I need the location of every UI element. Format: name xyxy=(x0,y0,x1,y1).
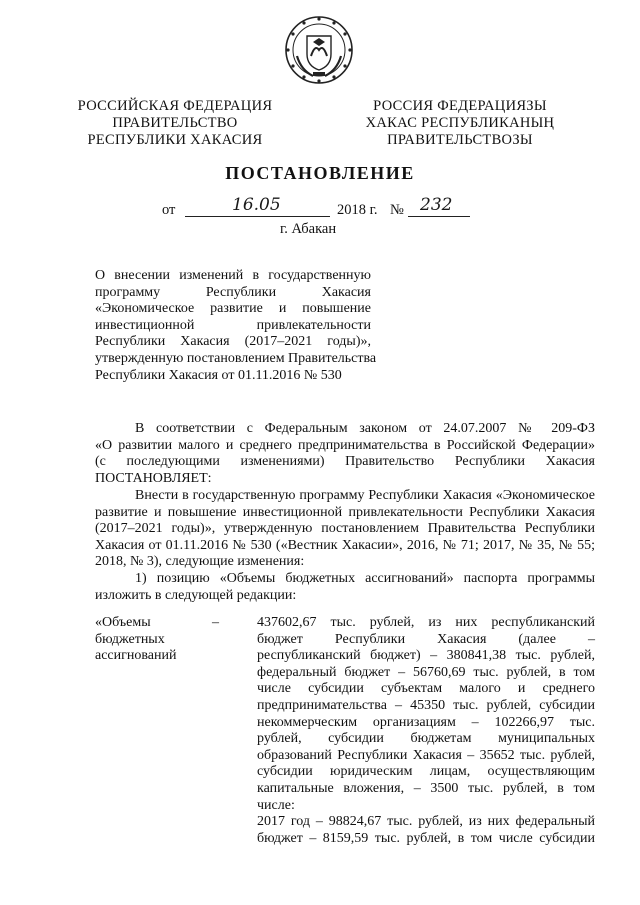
table-row-value xyxy=(257,615,595,847)
table-dash: – xyxy=(212,615,219,630)
preamble-paragraph xyxy=(95,421,595,487)
paragraph-line: развитие и повышение инвестиционной привлекательности Республики Хакасия xyxy=(95,504,595,520)
paragraph-line: ПОСТАНОВЛЯЕТ: xyxy=(95,470,212,486)
subject-line: «Экономическое развитие и повышение xyxy=(95,301,371,317)
from-label: от xyxy=(162,202,176,218)
value-line: некоммерческим организациям – 102266,97 тыс. xyxy=(257,714,595,730)
value-line: капитальные вложения, – 3500 тыс. рублей, в том xyxy=(257,780,595,796)
header-line: ПРАВИТЕЛЬСТВО xyxy=(112,115,238,131)
subject-block xyxy=(95,268,377,384)
handwritten-number: 232 xyxy=(420,195,453,215)
coat-of-arms-emblem xyxy=(283,14,355,86)
label-line: бюджетных xyxy=(95,631,165,647)
value-line: бюджет – 8159,59 тыс. рублей, в том числе субсидии xyxy=(257,830,595,846)
subject-line: Республики Хакасия от 01.11.2016 № 530 xyxy=(95,367,342,383)
subject-line: О внесении изменений в государственную xyxy=(95,268,371,283)
date-number-line xyxy=(162,195,492,222)
header-khakas xyxy=(340,98,580,149)
value-line: федеральный бюджет – 56760,69 тыс. рублей, в том xyxy=(257,664,595,680)
value-line: рублей, субсидии бюджетам муниципальных xyxy=(257,731,595,747)
number-underline xyxy=(408,216,470,217)
header-line: РЕСПУБЛИКИ ХАКАСИЯ xyxy=(87,132,263,148)
header-russian xyxy=(70,98,280,149)
value-line: 437602,67 тыс. рублей, из них республиканский xyxy=(257,615,595,630)
value-line: предпринимательства – 45350 тыс. рублей, субсидии xyxy=(257,697,595,713)
document-title: ПОСТАНОВЛЕНИЕ xyxy=(225,163,415,183)
subject-line: Республики Хакасия (2017–2021 годы)», xyxy=(95,334,371,350)
paragraph-line: изложить в следующей редакции: xyxy=(95,587,297,603)
value-line: образований Республики Хакасия – 35652 тыс. рублей, xyxy=(257,747,595,763)
paragraph-line: Хакасия от 01.11.2016 № 530 («Вестник Хакасии», 2016, № 71; 2017, № 35, № 55; xyxy=(95,537,595,553)
paragraph-line: 1) позицию «Объемы бюджетных ассигнований» паспорта программы xyxy=(135,570,595,586)
paragraph-line: 2018, № 3), следующие изменения: xyxy=(95,554,305,570)
value-line: республиканский бюджет) – 380841,38 тыс. рублей, xyxy=(257,648,595,664)
subject-line: инвестиционной привлекательности xyxy=(95,317,371,333)
value-line: 2017 год – 98824,67 тыс. рублей, из них федеральный xyxy=(257,814,595,830)
header-line: ХАКАС РЕСПУБЛИКАНЫҢ xyxy=(365,115,555,131)
handwritten-date: 16.05 xyxy=(232,195,281,215)
amendment-paragraph xyxy=(95,488,595,604)
value-line: бюджет Республики Хакасия (далее – xyxy=(257,631,595,647)
paragraph-line: «О развитии малого и среднего предпринимательства в Российской Федерации» xyxy=(95,437,595,453)
number-label: № xyxy=(390,202,404,218)
paragraph-line: (2017–2021 годы)», утвержденную постановлением Правительства Республики xyxy=(95,521,595,537)
year-label: 2018 г. xyxy=(337,202,378,218)
value-line: числе субсидии субъектам малого и среднего xyxy=(257,681,595,697)
label-line: ассигнований xyxy=(95,648,177,664)
header-line: РОССИЙСКАЯ ФЕДЕРАЦИЯ xyxy=(77,98,273,114)
subject-line: утвержденную постановлением Правительства xyxy=(95,350,377,366)
city-label: г. Абакан xyxy=(280,221,337,237)
date-underline xyxy=(185,216,330,217)
table-row-label xyxy=(95,615,205,665)
header-line: РОССИЯ ФЕДЕРАЦИЯЗЫ xyxy=(373,98,547,114)
header-line: ПРАВИТЕЛЬСТВОЗЫ xyxy=(387,132,533,148)
paragraph-line: (с последующими изменениями) Правительство Республики Хакасия xyxy=(95,454,595,470)
value-line: субсидии юридическим лицам, осуществляющим xyxy=(257,764,595,780)
paragraph-line: В соответствии с Федеральным законом от 24.07.2007 № 209-ФЗ xyxy=(135,421,595,436)
value-line: числе: xyxy=(257,797,295,813)
subject-line: программу Республики Хакасия xyxy=(95,284,371,300)
paragraph-line: Внести в государственную программу Республики Хакасия «Экономическое xyxy=(135,488,595,503)
label-line: «Объемы xyxy=(95,615,151,630)
